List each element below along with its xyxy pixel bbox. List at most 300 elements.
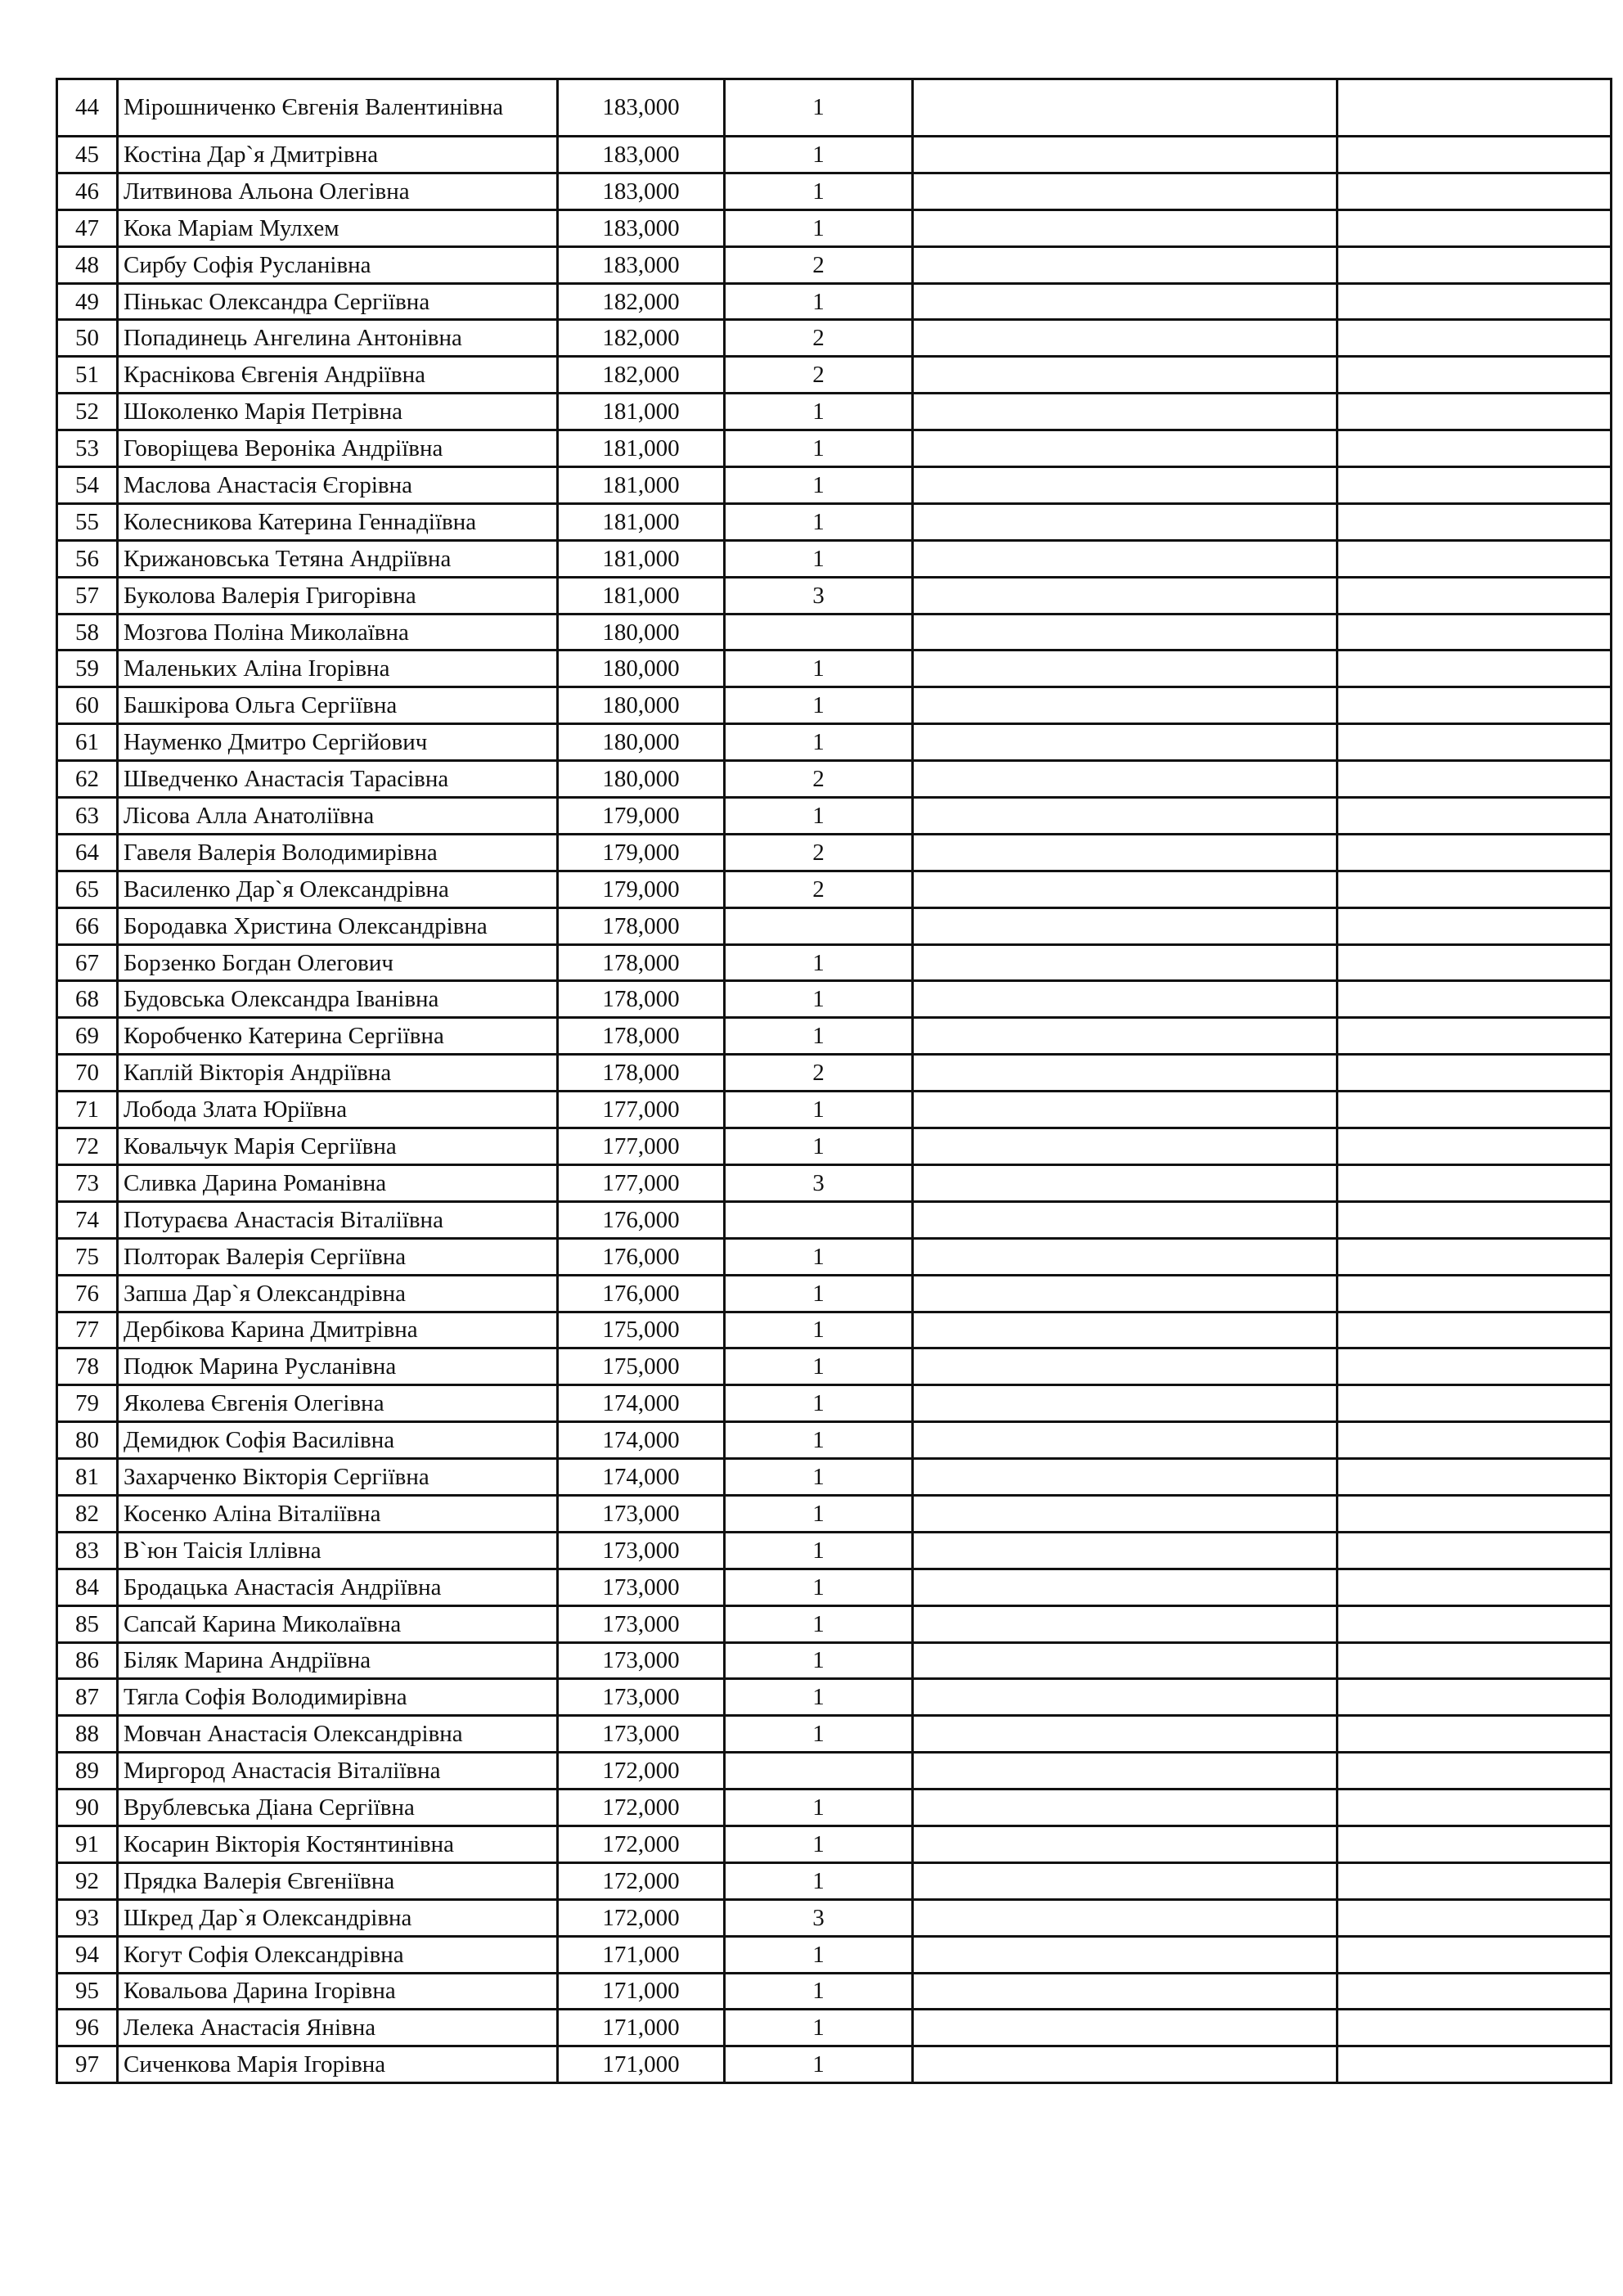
priority: 1 <box>725 137 913 173</box>
priority: 2 <box>725 871 913 907</box>
score: 173,000 <box>558 1642 725 1679</box>
table-row <box>57 540 1612 577</box>
applicant-name: Костіна Дар`я Дмитрівна <box>118 137 558 173</box>
empty-cell-2 <box>1338 2046 1612 2083</box>
table-row <box>57 1679 1612 1716</box>
empty-cell-1 <box>913 761 1338 798</box>
row-number: 70 <box>57 1055 118 1092</box>
row-number: 94 <box>57 1936 118 1973</box>
priority: 1 <box>725 1862 913 1899</box>
empty-cell-1 <box>913 687 1338 724</box>
table-row <box>57 137 1612 173</box>
applicant-name: Борзенко Богдан Олегович <box>118 944 558 981</box>
empty-cell-1 <box>913 394 1338 430</box>
score: 181,000 <box>558 394 725 430</box>
score: 179,000 <box>558 834 725 871</box>
score: 172,000 <box>558 1790 725 1826</box>
applicant-name: Башкірова Ольга Сергіївна <box>118 687 558 724</box>
row-number: 60 <box>57 687 118 724</box>
empty-cell-2 <box>1338 1422 1612 1459</box>
table-row <box>57 1348 1612 1385</box>
row-number: 53 <box>57 430 118 467</box>
empty-cell-1 <box>913 651 1338 687</box>
empty-cell-1 <box>913 1238 1338 1275</box>
score: 177,000 <box>558 1128 725 1165</box>
priority: 2 <box>725 357 913 394</box>
row-number: 81 <box>57 1459 118 1496</box>
table-row <box>57 209 1612 246</box>
priority: 2 <box>725 834 913 871</box>
empty-cell-2 <box>1338 1055 1612 1092</box>
row-number: 89 <box>57 1753 118 1790</box>
table-row <box>57 614 1612 651</box>
empty-cell-1 <box>913 467 1338 504</box>
row-number: 72 <box>57 1128 118 1165</box>
empty-cell-1 <box>913 1312 1338 1348</box>
applicant-name: Сиченкова Марія Ігорівна <box>118 2046 558 2083</box>
priority: 1 <box>725 1422 913 1459</box>
empty-cell-2 <box>1338 1936 1612 1973</box>
row-number: 79 <box>57 1385 118 1422</box>
applicant-name: Сирбу Софія Русланівна <box>118 246 558 283</box>
row-number: 58 <box>57 614 118 651</box>
row-number: 97 <box>57 2046 118 2083</box>
applicant-name: Говоріщева Вероніка Андріївна <box>118 430 558 467</box>
applicant-name: Мірошниченко Євгенія Валентинівна <box>118 79 558 137</box>
applicant-name: Шкред Дар`я Олександрівна <box>118 1899 558 1936</box>
empty-cell-1 <box>913 1348 1338 1385</box>
applicant-name: Пінькас Олександра Сергіївна <box>118 283 558 320</box>
empty-cell-1 <box>913 1605 1338 1642</box>
empty-cell-1 <box>913 1055 1338 1092</box>
score: 175,000 <box>558 1312 725 1348</box>
row-number: 90 <box>57 1790 118 1826</box>
row-number: 61 <box>57 724 118 761</box>
priority: 1 <box>725 981 913 1018</box>
empty-cell-2 <box>1338 1973 1612 2010</box>
score: 177,000 <box>558 1092 725 1128</box>
empty-cell-2 <box>1338 761 1612 798</box>
empty-cell-2 <box>1338 357 1612 394</box>
empty-cell-2 <box>1338 246 1612 283</box>
row-number: 73 <box>57 1164 118 1201</box>
score: 172,000 <box>558 1862 725 1899</box>
empty-cell-1 <box>913 283 1338 320</box>
table-row <box>57 1899 1612 1936</box>
table-row <box>57 907 1612 944</box>
applicant-name: Шведченко Анастасія Тарасівна <box>118 761 558 798</box>
table-row <box>57 1790 1612 1826</box>
priority: 1 <box>725 430 913 467</box>
table-row <box>57 503 1612 540</box>
table-row <box>57 246 1612 283</box>
applicant-name: Краснікова Євгенія Андріївна <box>118 357 558 394</box>
applicant-name: Крижановська Тетяна Андріївна <box>118 540 558 577</box>
applicant-name: Косенко Аліна Віталіївна <box>118 1495 558 1532</box>
empty-cell-1 <box>913 1385 1338 1422</box>
priority: 1 <box>725 1275 913 1312</box>
empty-cell-2 <box>1338 1092 1612 1128</box>
empty-cell-1 <box>913 503 1338 540</box>
row-number: 56 <box>57 540 118 577</box>
priority: 1 <box>725 1716 913 1753</box>
table-row <box>57 724 1612 761</box>
empty-cell-1 <box>913 1018 1338 1055</box>
score: 183,000 <box>558 246 725 283</box>
row-number: 75 <box>57 1238 118 1275</box>
table-row <box>57 394 1612 430</box>
score: 178,000 <box>558 1055 725 1092</box>
score: 173,000 <box>558 1569 725 1605</box>
applicant-name: Тягла Софія Володимирівна <box>118 1679 558 1716</box>
row-number: 44 <box>57 79 118 137</box>
row-number: 92 <box>57 1862 118 1899</box>
priority: 1 <box>725 1495 913 1532</box>
empty-cell-1 <box>913 1790 1338 1826</box>
score: 174,000 <box>558 1385 725 1422</box>
applicant-name: Прядка Валерія Євгеніївна <box>118 1862 558 1899</box>
applicant-name: Лобода Злата Юріївна <box>118 1092 558 1128</box>
empty-cell-2 <box>1338 1275 1612 1312</box>
row-number: 64 <box>57 834 118 871</box>
empty-cell-1 <box>913 540 1338 577</box>
priority <box>725 1201 913 1238</box>
table-row <box>57 1973 1612 2010</box>
priority: 3 <box>725 1164 913 1201</box>
applicant-name: Сливка Дарина Романівна <box>118 1164 558 1201</box>
score: 173,000 <box>558 1495 725 1532</box>
empty-cell-2 <box>1338 283 1612 320</box>
table-row <box>57 1826 1612 1862</box>
empty-cell-2 <box>1338 798 1612 835</box>
empty-cell-1 <box>913 357 1338 394</box>
row-number: 48 <box>57 246 118 283</box>
row-number: 59 <box>57 651 118 687</box>
score: 176,000 <box>558 1238 725 1275</box>
priority: 1 <box>725 1569 913 1605</box>
row-number: 95 <box>57 1973 118 2010</box>
applicant-name: Гавеля Валерія Володимирівна <box>118 834 558 871</box>
empty-cell-2 <box>1338 1128 1612 1165</box>
priority: 1 <box>725 1128 913 1165</box>
applicant-name: Мовчан Анастасія Олександрівна <box>118 1716 558 1753</box>
priority: 1 <box>725 1790 913 1826</box>
row-number: 82 <box>57 1495 118 1532</box>
empty-cell-1 <box>913 1899 1338 1936</box>
applicant-name: Каплій Вікторія Андріївна <box>118 1055 558 1092</box>
score: 171,000 <box>558 2010 725 2046</box>
row-number: 54 <box>57 467 118 504</box>
score: 181,000 <box>558 430 725 467</box>
table-body <box>57 79 1612 2083</box>
empty-cell-1 <box>913 320 1338 357</box>
empty-cell-2 <box>1338 1862 1612 1899</box>
applicant-name: Полторак Валерія Сергіївна <box>118 1238 558 1275</box>
row-number: 63 <box>57 798 118 835</box>
priority: 1 <box>725 1642 913 1679</box>
table-row <box>57 79 1612 137</box>
priority: 1 <box>725 1973 913 2010</box>
score: 180,000 <box>558 614 725 651</box>
row-number: 86 <box>57 1642 118 1679</box>
row-number: 62 <box>57 761 118 798</box>
row-number: 68 <box>57 981 118 1018</box>
score: 182,000 <box>558 357 725 394</box>
empty-cell-2 <box>1338 687 1612 724</box>
score: 179,000 <box>558 871 725 907</box>
empty-cell-1 <box>913 1753 1338 1790</box>
applicant-name: Подюк Марина Русланівна <box>118 1348 558 1385</box>
score: 172,000 <box>558 1753 725 1790</box>
score: 171,000 <box>558 1973 725 2010</box>
row-number: 78 <box>57 1348 118 1385</box>
table-row <box>57 761 1612 798</box>
applicant-name: Захарченко Вікторія Сергіївна <box>118 1459 558 1496</box>
table-row <box>57 467 1612 504</box>
applicant-name: Ковальчук Марія Сергіївна <box>118 1128 558 1165</box>
priority: 1 <box>725 467 913 504</box>
score: 180,000 <box>558 724 725 761</box>
row-number: 46 <box>57 173 118 209</box>
empty-cell-2 <box>1338 1348 1612 1385</box>
applicant-name: Маленьких Аліна Ігорівна <box>118 651 558 687</box>
empty-cell-1 <box>913 944 1338 981</box>
empty-cell-1 <box>913 209 1338 246</box>
priority: 1 <box>725 1826 913 1862</box>
table-row <box>57 1164 1612 1201</box>
row-number: 45 <box>57 137 118 173</box>
table-row <box>57 1936 1612 1973</box>
table-row <box>57 1201 1612 1238</box>
empty-cell-2 <box>1338 1164 1612 1201</box>
empty-cell-1 <box>913 1936 1338 1973</box>
priority: 1 <box>725 283 913 320</box>
table-row <box>57 1459 1612 1496</box>
priority: 3 <box>725 577 913 614</box>
empty-cell-1 <box>913 79 1338 137</box>
row-number: 67 <box>57 944 118 981</box>
score: 176,000 <box>558 1201 725 1238</box>
row-number: 83 <box>57 1532 118 1569</box>
row-number: 74 <box>57 1201 118 1238</box>
row-number: 69 <box>57 1018 118 1055</box>
empty-cell-2 <box>1338 79 1612 137</box>
empty-cell-1 <box>913 798 1338 835</box>
priority: 1 <box>725 503 913 540</box>
empty-cell-2 <box>1338 1605 1612 1642</box>
score: 178,000 <box>558 1018 725 1055</box>
empty-cell-2 <box>1338 1385 1612 1422</box>
table-row <box>57 1605 1612 1642</box>
applicant-name: Лелека Анастасія Янівна <box>118 2010 558 2046</box>
score: 180,000 <box>558 651 725 687</box>
empty-cell-1 <box>913 1862 1338 1899</box>
table-row <box>57 798 1612 835</box>
empty-cell-2 <box>1338 1201 1612 1238</box>
applicant-name: Науменко Дмитро Сергійович <box>118 724 558 761</box>
empty-cell-1 <box>913 430 1338 467</box>
empty-cell-2 <box>1338 173 1612 209</box>
row-number: 93 <box>57 1899 118 1936</box>
priority: 1 <box>725 1605 913 1642</box>
empty-cell-2 <box>1338 1532 1612 1569</box>
empty-cell-2 <box>1338 614 1612 651</box>
table-row <box>57 1312 1612 1348</box>
table-row <box>57 357 1612 394</box>
empty-cell-1 <box>913 1532 1338 1569</box>
empty-cell-1 <box>913 834 1338 871</box>
table-row <box>57 1018 1612 1055</box>
table-row <box>57 981 1612 1018</box>
empty-cell-2 <box>1338 430 1612 467</box>
table-row <box>57 1055 1612 1092</box>
score: 182,000 <box>558 320 725 357</box>
applicant-name: Бородавка Христина Олександрівна <box>118 907 558 944</box>
score: 174,000 <box>558 1459 725 1496</box>
empty-cell-1 <box>913 1569 1338 1605</box>
empty-cell-1 <box>913 1201 1338 1238</box>
row-number: 77 <box>57 1312 118 1348</box>
applicant-name: Попадинець Ангелина Антонівна <box>118 320 558 357</box>
table-row <box>57 2010 1612 2046</box>
priority: 1 <box>725 1092 913 1128</box>
empty-cell-1 <box>913 1422 1338 1459</box>
priority: 1 <box>725 2046 913 2083</box>
empty-cell-2 <box>1338 209 1612 246</box>
table-row <box>57 283 1612 320</box>
applicant-name: Лісова Алла Анатоліївна <box>118 798 558 835</box>
applicant-name: Дербікова Карина Дмитрівна <box>118 1312 558 1348</box>
table-row <box>57 1716 1612 1753</box>
priority <box>725 1753 913 1790</box>
score: 180,000 <box>558 761 725 798</box>
empty-cell-2 <box>1338 834 1612 871</box>
empty-cell-1 <box>913 871 1338 907</box>
row-number: 76 <box>57 1275 118 1312</box>
row-number: 80 <box>57 1422 118 1459</box>
applicant-name: Шоколенко Марія Петрівна <box>118 394 558 430</box>
row-number: 88 <box>57 1716 118 1753</box>
empty-cell-2 <box>1338 137 1612 173</box>
row-number: 85 <box>57 1605 118 1642</box>
applicant-name: Демидюк Софія Василівна <box>118 1422 558 1459</box>
score: 174,000 <box>558 1422 725 1459</box>
priority: 1 <box>725 394 913 430</box>
empty-cell-1 <box>913 724 1338 761</box>
empty-cell-2 <box>1338 1459 1612 1496</box>
score: 183,000 <box>558 137 725 173</box>
applicant-name: Колесникова Катерина Геннадіївна <box>118 503 558 540</box>
applicants-table <box>56 78 1612 2084</box>
score: 181,000 <box>558 467 725 504</box>
table-row <box>57 320 1612 357</box>
table-row <box>57 651 1612 687</box>
empty-cell-1 <box>913 907 1338 944</box>
table-row <box>57 834 1612 871</box>
empty-cell-2 <box>1338 1826 1612 1862</box>
table-row <box>57 1862 1612 1899</box>
score: 181,000 <box>558 503 725 540</box>
row-number: 87 <box>57 1679 118 1716</box>
empty-cell-2 <box>1338 1716 1612 1753</box>
priority: 2 <box>725 761 913 798</box>
applicant-name: Миргород Анастасія Віталіївна <box>118 1753 558 1790</box>
table-row <box>57 2046 1612 2083</box>
empty-cell-2 <box>1338 1642 1612 1679</box>
row-number: 50 <box>57 320 118 357</box>
score: 177,000 <box>558 1164 725 1201</box>
empty-cell-1 <box>913 1716 1338 1753</box>
priority: 1 <box>725 1679 913 1716</box>
score: 173,000 <box>558 1532 725 1569</box>
table-row <box>57 1092 1612 1128</box>
score: 178,000 <box>558 981 725 1018</box>
priority: 1 <box>725 1312 913 1348</box>
empty-cell-2 <box>1338 540 1612 577</box>
empty-cell-2 <box>1338 1790 1612 1826</box>
applicant-name: Маслова Анастасія Єгорівна <box>118 467 558 504</box>
score: 171,000 <box>558 1936 725 1973</box>
empty-cell-2 <box>1338 651 1612 687</box>
priority: 3 <box>725 1899 913 1936</box>
score: 180,000 <box>558 687 725 724</box>
table-row <box>57 577 1612 614</box>
priority: 2 <box>725 320 913 357</box>
applicant-name: Буколова Валерія Григорівна <box>118 577 558 614</box>
applicant-name: Біляк Марина Андріївна <box>118 1642 558 1679</box>
priority <box>725 614 913 651</box>
priority: 1 <box>725 173 913 209</box>
empty-cell-2 <box>1338 724 1612 761</box>
empty-cell-2 <box>1338 467 1612 504</box>
empty-cell-1 <box>913 1679 1338 1716</box>
empty-cell-2 <box>1338 1018 1612 1055</box>
table-row <box>57 1385 1612 1422</box>
empty-cell-2 <box>1338 503 1612 540</box>
empty-cell-1 <box>913 2010 1338 2046</box>
score: 183,000 <box>558 209 725 246</box>
score: 175,000 <box>558 1348 725 1385</box>
priority: 1 <box>725 1936 913 1973</box>
priority: 1 <box>725 1459 913 1496</box>
empty-cell-2 <box>1338 1238 1612 1275</box>
applicant-name: Литвинова Альона Олегівна <box>118 173 558 209</box>
empty-cell-2 <box>1338 394 1612 430</box>
empty-cell-1 <box>913 981 1338 1018</box>
priority: 2 <box>725 1055 913 1092</box>
score: 178,000 <box>558 944 725 981</box>
table-row <box>57 1532 1612 1569</box>
applicant-name: Мозгова Поліна Миколаївна <box>118 614 558 651</box>
empty-cell-1 <box>913 1495 1338 1532</box>
table-row <box>57 871 1612 907</box>
score: 172,000 <box>558 1899 725 1936</box>
priority: 1 <box>725 2010 913 2046</box>
applicant-name: Кока Маріам Мулхем <box>118 209 558 246</box>
empty-cell-2 <box>1338 981 1612 1018</box>
empty-cell-2 <box>1338 871 1612 907</box>
table-row <box>57 1238 1612 1275</box>
table-row <box>57 1128 1612 1165</box>
table-row <box>57 1422 1612 1459</box>
row-number: 52 <box>57 394 118 430</box>
priority: 1 <box>725 651 913 687</box>
applicant-name: Коробченко Катерина Сергіївна <box>118 1018 558 1055</box>
priority: 1 <box>725 1018 913 1055</box>
priority: 1 <box>725 79 913 137</box>
table-row <box>57 944 1612 981</box>
score: 183,000 <box>558 173 725 209</box>
